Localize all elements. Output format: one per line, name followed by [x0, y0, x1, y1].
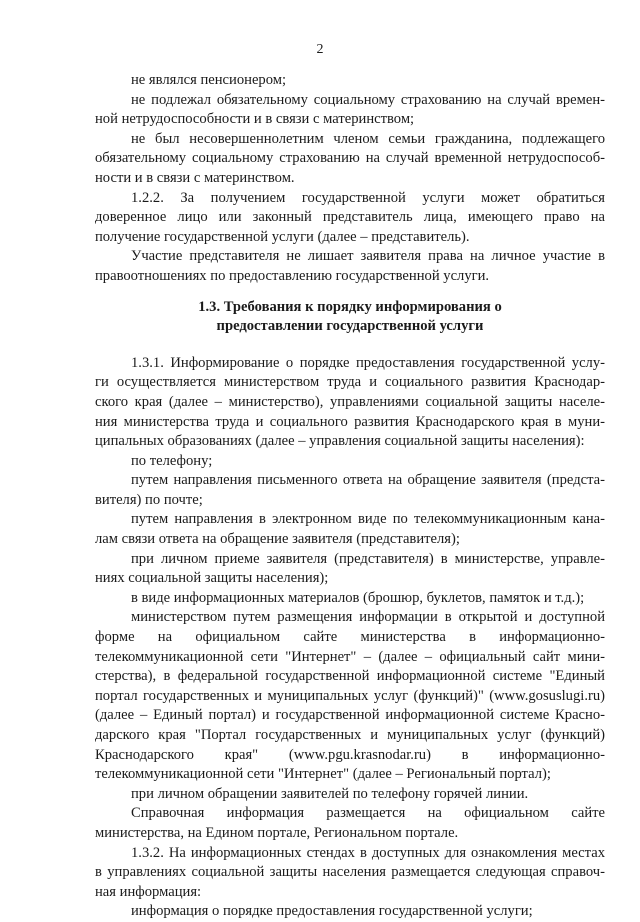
text-line: дарского края "Портал государственных и муниципальных услуг (функций) — [95, 727, 605, 743]
paragraph-block-eligibility — [95, 71, 605, 287]
text-line: телекоммуникационной сети "Интернет" – (далее – официальный сайт мини- — [95, 648, 605, 665]
paragraph-block-informing — [95, 354, 605, 922]
text-line: в управлениях социальной защиты населения размещается следующая справоч- — [95, 864, 605, 881]
text-line: Справочная информация размещается на официальном сайте — [131, 805, 605, 822]
text-line: информация о порядке предоставления государственной услуги; — [131, 903, 533, 920]
text-line: обязательному социальному страхованию на случай временной нетрудоспособ- — [95, 150, 605, 167]
text-line: стерства), в федеральной государственной информационной системе "Единый — [95, 668, 605, 685]
text-line: министерства, на Едином портале, Региональном портале. — [95, 824, 459, 841]
text-line: при личном приеме заявителя (представителя) в министерстве, управле- — [131, 550, 605, 567]
text-line: Участие представителя не лишает заявителя права на личное участие в — [131, 248, 605, 265]
text-line: при личном обращении заявителей по телефону горячей линии. — [131, 785, 529, 802]
text-line: не подлежал обязательному социальному страхованию на случай времен- — [131, 91, 605, 108]
text-line: ципальных образованиях (далее – управления социальной защиты населения): — [95, 433, 585, 450]
spacer — [95, 287, 605, 298]
text-line: не являлся пенсионером; — [131, 72, 287, 88]
text-line: ная информация: — [95, 883, 202, 900]
text-line: ния министерства труда и социального развития Краснодарского края в муни- — [95, 413, 605, 430]
text-line: ского края (далее – министерство), управлениями социальной защиты населе- — [95, 393, 605, 410]
text-line: (далее – Единый портал) и государственной информационной системе Красно- — [95, 707, 605, 724]
text-line: форме на официальном сайте министерства в информационно- — [95, 629, 605, 646]
document-body — [95, 71, 605, 922]
text-line: 1.3.1. Информирование о порядке предоставления государственной услу- — [131, 354, 605, 371]
section-heading-line-2: предоставлении государственной услуги — [216, 318, 484, 335]
text-line: телекоммуникационной сети "Интернет" (далее – Региональный портал); — [95, 766, 551, 783]
section-heading-line-1: 1.3. Требования к порядку информирования о — [198, 298, 502, 315]
text-line: Краснодарского края" (www.pgu.krasnodar.ru) в информационно- — [95, 746, 605, 763]
text-line: ниях социальной защиты населения); — [95, 570, 329, 587]
text-line: получение государственной услуги (далее – представитель). — [95, 228, 470, 245]
text-line: не был несовершеннолетним членом семьи гражданина, подлежащего — [131, 130, 605, 147]
text-line: в виде информационных материалов (брошюр, буклетов, памяток и т.д.); — [131, 589, 585, 606]
text-line: ги осуществляется министерством труда и социального развития Краснодар- — [95, 374, 605, 391]
text-line: портал государственных и муниципальных услуг (функций)" (www.gosuslugi.ru) — [95, 687, 605, 704]
text-line: правоотношениях по предоставлению государственной услуги. — [95, 267, 490, 284]
text-line: ной нетрудоспособности и в связи с материнством; — [95, 111, 415, 128]
text-line: министерством путем размещения информации в открытой и доступной — [131, 609, 605, 626]
text-line: 1.3.2. На информационных стендах в доступных для ознакомления местах — [131, 844, 605, 861]
text-line: путем направления письменного ответа на обращение заявителя (предста- — [131, 472, 605, 489]
text-line: ности и в связи с материнством. — [95, 169, 295, 186]
spacer — [95, 337, 605, 354]
text-line: лам связи ответа на обращение заявителя (представителя); — [95, 531, 460, 548]
text-line: по телефону; — [131, 452, 213, 469]
page-number: 2 — [316, 42, 324, 57]
text-line: вителя) по почте; — [95, 491, 203, 508]
text-line: доверенное лицо или законный представитель лица, имеющего право на — [95, 209, 605, 226]
text-line: путем направления в электронном виде по телекоммуникационным кана- — [131, 511, 605, 528]
text-line: 1.2.2. За получением государственной услуги может обратиться — [131, 189, 605, 206]
